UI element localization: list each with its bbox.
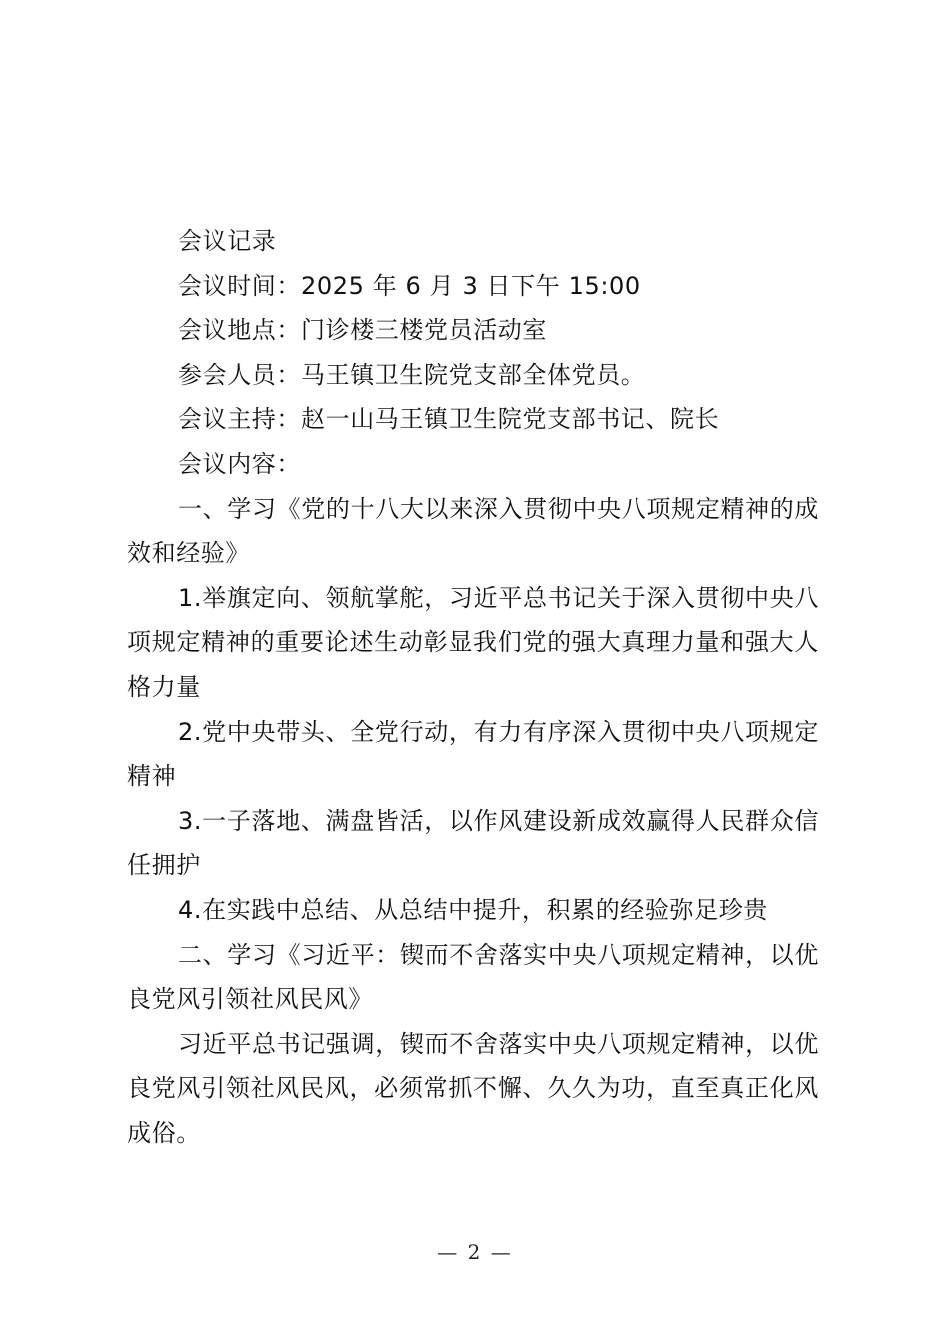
section-two-heading: 二、学习《习近平：锲而不舍落实中央八项规定精神，以优良党风引领社风民风》 xyxy=(127,940,819,1014)
meeting-location: 会议地点：门诊楼三楼党员活动室 xyxy=(178,316,547,345)
meeting-content-heading: 会议内容： xyxy=(178,449,301,478)
section-two-body: 习近平总书记强调，锲而不舍落实中央八项规定精神，以优良党风引领社风民风，必须常抓不懈、久久为功，直至真正化风成俗。 xyxy=(127,1029,819,1147)
meeting-host: 会议主持：赵一山马王镇卫生院党支部书记、院长 xyxy=(178,405,720,434)
section-one-point-4: 4.在实践中总结、从总结中提升，积累的经验弥足珍贵 xyxy=(178,895,768,924)
section-one-point-1: 1.举旗定向、领航掌舵，习近平总书记关于深入贯彻中央八项规定精神的重要论述生动彰显我们党的强大真理力量和强大人格力量 xyxy=(127,583,819,701)
record-title: 会议记录 xyxy=(178,227,277,255)
section-one-point-2: 2.党中央带头、全党行动，有力有序深入贯彻中央八项规定精神 xyxy=(127,717,819,791)
document-body xyxy=(127,219,819,1155)
section-one-point-3: 3.一子落地、满盘皆活，以作风建设新成效赢得人民群众信任拥护 xyxy=(127,806,819,880)
meeting-attendees: 参会人员：马王镇卫生院党支部全体党员。 xyxy=(178,360,646,389)
meeting-time: 会议时间：2025 年 6 月 3 日下午 15:00 xyxy=(178,271,641,300)
section-one-heading: 一、学习《党的十八大以来深入贯彻中央八项规定精神的成效和经验》 xyxy=(127,494,819,568)
page-number: — 2 — xyxy=(437,1240,513,1264)
